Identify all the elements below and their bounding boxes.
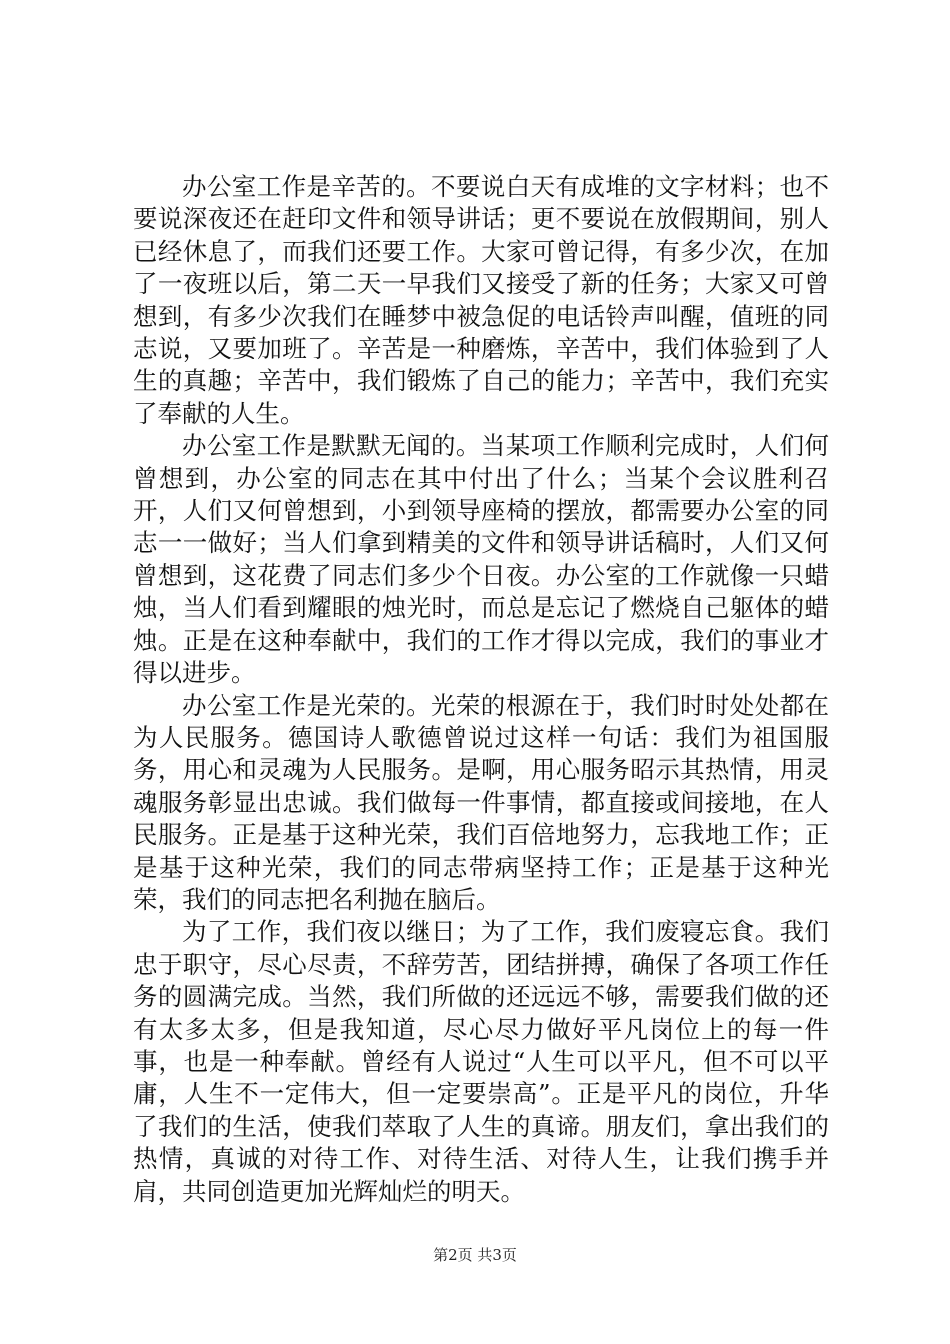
page-number-footer: 第2页 共3页	[433, 1246, 517, 1264]
paragraph: 办公室工作是默默无闻的。当某项工作顺利完成时，人们何曾想到，办公室的同志在其中付出了什么；当某个会议胜利召开，人们又何曾想到，小到领导座椅的摆放，都需要办公室的同志一一做好；当人们拿到精美的文件和领导讲话稿时，人们又何曾想到，这花费了同志们多少个日夜。办公室的工作就像一只蜡烛，当人们看到耀眼的烛光时，而总是忘记了燃烧自己躯体的蜡烛。正是在这种奉献中，我们的工作才得以完成，我们的事业才得以进步。	[133, 431, 829, 688]
paragraph: 办公室工作是光荣的。光荣的根源在于，我们时时处处都在为人民服务。德国诗人歌德曾说过这样一句话：我们为祖国服务，用心和灵魂为人民服务。是啊，用心服务昭示其热情，用灵魂服务彰显出忠诚。我们做每一件事情，都直接或间接地，在人民服务。正是基于这种光荣，我们百倍地努力，忘我地工作；正是基于这种光荣，我们的同志带病坚持工作；正是基于这种光荣，我们的同志把名利抛在脑后。	[133, 690, 829, 914]
paragraph: 办公室工作是辛苦的。不要说白天有成堆的文字材料；也不要说深夜还在赶印文件和领导讲话；更不要说在放假期间，别人已经休息了，而我们还要工作。大家可曾记得，有多少次，在加了一夜班以后，第二天一早我们又接受了新的任务；大家又可曾想到，有多少次我们在睡梦中被急促的电话铃声叫醒，值班的同志说，又要加班了。辛苦是一种磨炼，辛苦中，我们体验到了人生的真趣；辛苦中，我们锻炼了自己的能力；辛苦中，我们充实了奉献的人生。	[133, 172, 829, 428]
document-body	[133, 171, 829, 1208]
paragraph: 为了工作，我们夜以继日；为了工作，我们废寝忘食。我们忠于职守，尽心尽责，不辞劳苦，团结拼搏，确保了各项工作任务的圆满完成。当然，我们所做的还远远不够，需要我们做的还有太多太多，但是我知道，尽心尽力做好平凡岗位上的每一件事，也是一种奉献。曾经有人说过“人生可以平凡，但不可以平庸，人生不一定伟大，但一定要崇高”。正是平凡的岗位，升华了我们的生活，使我们萃取了人生的真谛。朋友们，拿出我们的热情，真诚的对待工作、对待生活、对待人生，让我们携手并肩，共同创造更加光辉灿烂的明天。	[133, 917, 829, 1206]
